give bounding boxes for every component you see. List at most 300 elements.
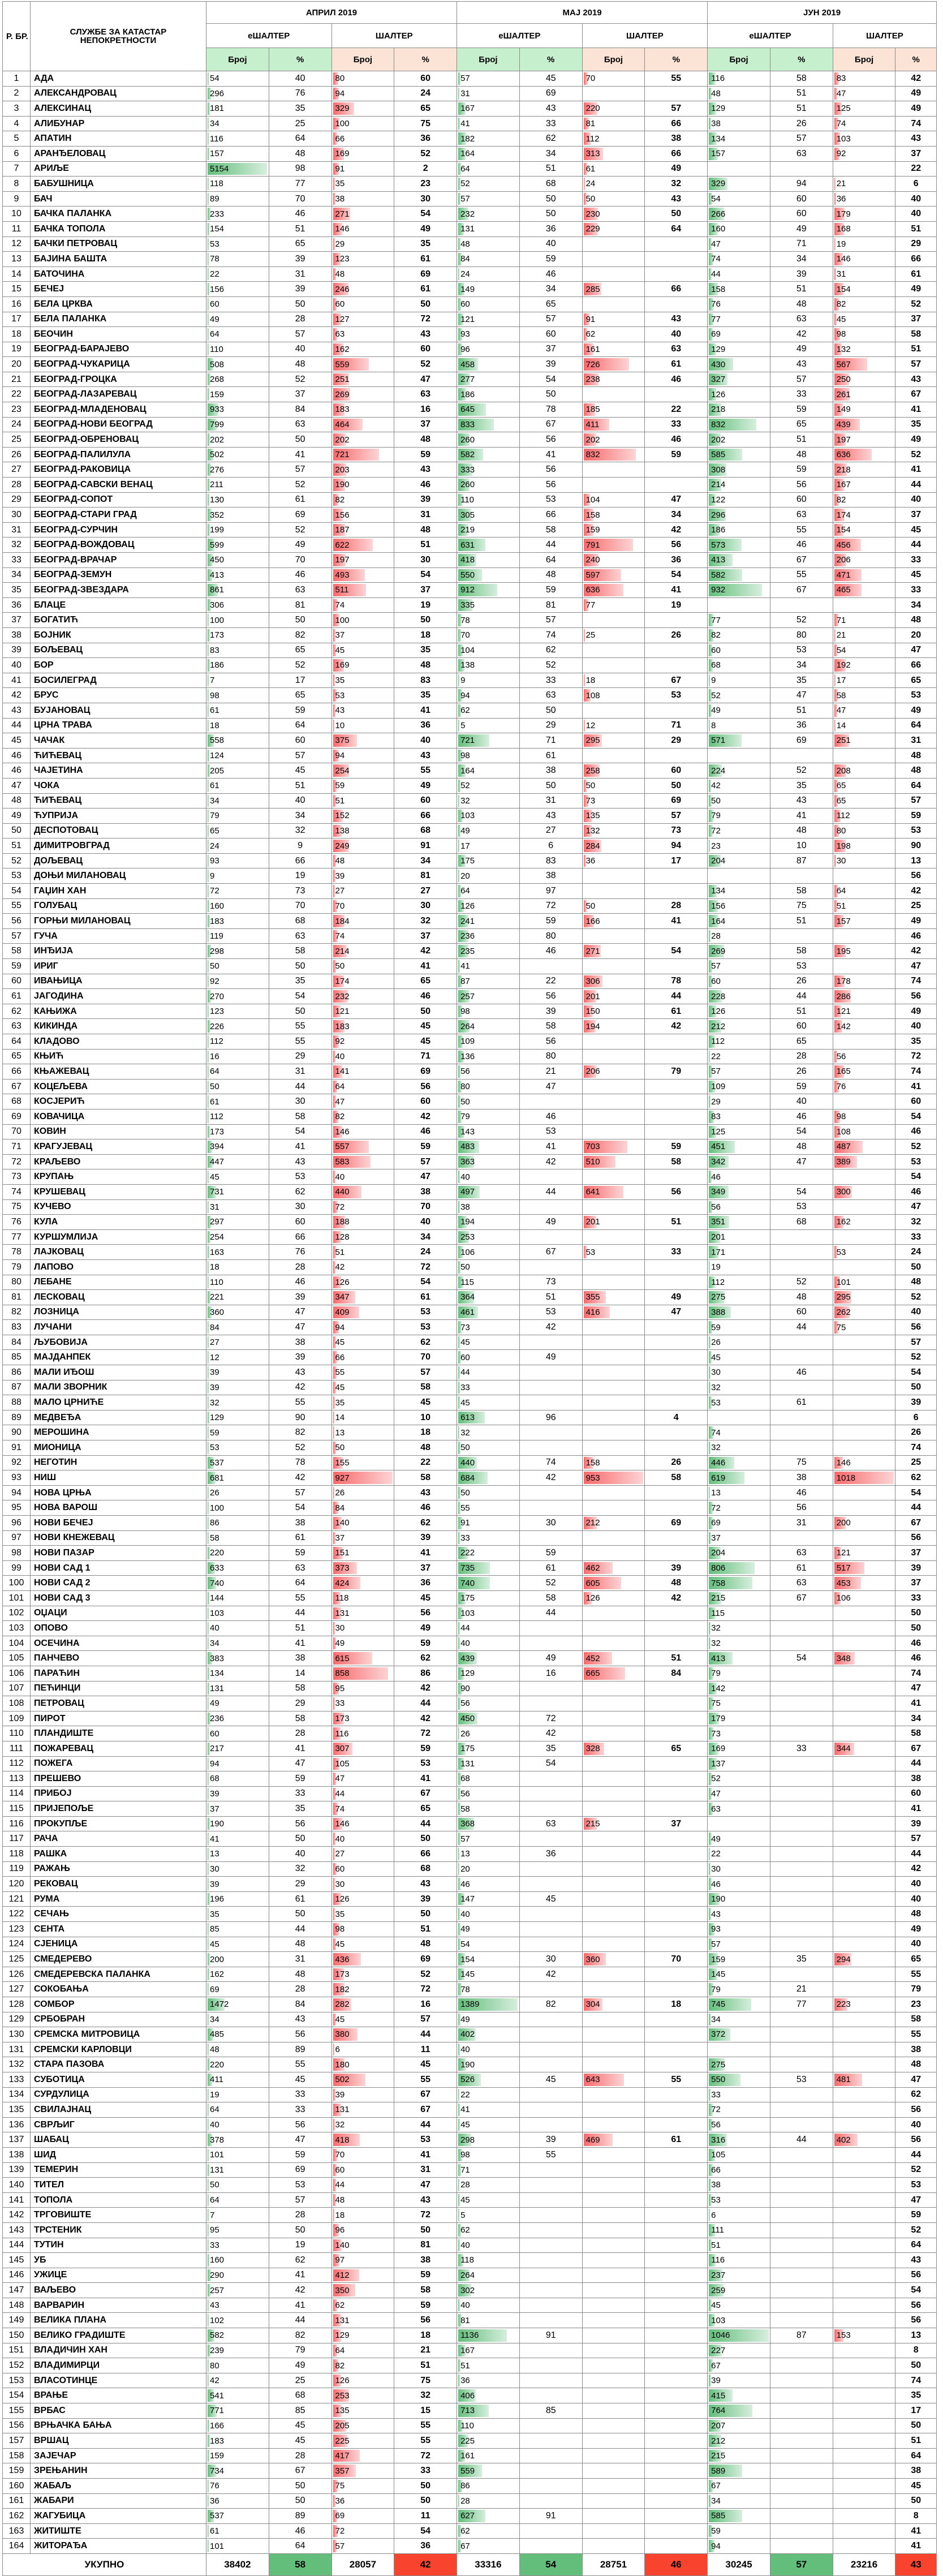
e-salter-databar [208, 2179, 209, 2191]
e-salter-count: 599 [206, 537, 269, 553]
salter-percent [645, 748, 708, 763]
salter-percent: 33 [645, 1245, 708, 1260]
e-salter-count: 333 [457, 462, 520, 478]
e-salter-count: 54 [708, 191, 770, 207]
e-salter-count: 84 [457, 252, 520, 267]
table-row [3, 1169, 937, 1185]
salter-count: 48 [331, 2192, 394, 2208]
salter-percent: 48 [895, 2057, 937, 2072]
salter-count: 35 [331, 1907, 394, 1922]
e-salter-percent: 33 [770, 1741, 833, 1756]
e-salter-count: 40 [457, 2042, 520, 2057]
e-salter-count: 275 [708, 2057, 770, 2072]
e-salter-percent: 66 [519, 508, 582, 523]
e-salter-percent: 55 [770, 522, 833, 537]
e-salter-percent: 61 [770, 1395, 833, 1410]
salter-percent: 52 [394, 357, 457, 372]
table-row [3, 1847, 937, 1862]
e-salter-count: 74 [708, 1425, 770, 1440]
salter-count: 27 [331, 1847, 394, 1862]
table-row [3, 2192, 937, 2208]
e-salter-count: 329 [708, 177, 770, 192]
e-salter-percent: 19 [269, 868, 331, 884]
e-salter-percent: 35 [770, 778, 833, 793]
salter-percent: 56 [895, 2268, 937, 2283]
salter-percent: 60 [394, 342, 457, 357]
e-salter-count: 94 [457, 688, 520, 703]
salter-percent: 32 [895, 1215, 937, 1230]
e-salter-percent: 35 [770, 1952, 833, 1967]
service-name: КРУПАЊ [30, 1169, 206, 1185]
table-row [3, 537, 937, 553]
salter-count: 194 [582, 1019, 645, 1034]
table-row [3, 1530, 937, 1546]
e-salter-count: 43 [708, 1907, 770, 1922]
salter-percent: 49 [895, 1922, 937, 1937]
salter-percent: 22 [394, 1455, 457, 1470]
salter-percent [645, 1726, 708, 1741]
salter-count [582, 2388, 645, 2403]
e-salter-databar [458, 1863, 459, 1876]
salter-percent: 71 [394, 1049, 457, 1064]
salter-count [833, 1922, 895, 1937]
e-salter-percent [770, 2238, 833, 2253]
e-salter-count: 364 [457, 1290, 520, 1305]
e-salter-count: 164 [708, 914, 770, 929]
salter-count: 60 [331, 296, 394, 312]
e-salter-count: 80 [457, 1079, 520, 1094]
salter-count: 50 [582, 778, 645, 793]
e-salter-databar [208, 298, 209, 311]
salter-count [582, 1169, 645, 1185]
e-salter-percent: 57 [770, 372, 833, 387]
e-salter-count: 103 [457, 1606, 520, 1621]
e-salter-percent: 34 [770, 658, 833, 673]
salter-percent [645, 1786, 708, 1801]
row-number: 164 [3, 2539, 31, 2554]
row-number: 13 [3, 252, 31, 267]
e-salter-percent: 75 [770, 1455, 833, 1470]
e-salter-percent [519, 2253, 582, 2268]
e-salter-count: 59 [206, 1425, 269, 1440]
salter-count: 45 [833, 312, 895, 327]
salter-count [833, 2403, 895, 2419]
salter-percent: 28 [645, 898, 708, 914]
e-salter-count: 58 [457, 1801, 520, 1817]
row-number: 78 [3, 1245, 31, 1260]
salter-count: 208 [833, 763, 895, 779]
salter-percent: 18 [394, 627, 457, 643]
e-salter-percent: 6 [519, 838, 582, 854]
salter-percent: 42 [645, 1590, 708, 1606]
row-number: 123 [3, 1922, 31, 1937]
salter-percent [645, 86, 708, 101]
salter-count: 112 [582, 131, 645, 147]
e-salter-count: 131 [457, 1756, 520, 1771]
salter-percent [645, 252, 708, 267]
salter-percent: 40 [895, 2117, 937, 2132]
salter-percent: 73 [645, 823, 708, 838]
e-salter-percent: 53 [770, 1199, 833, 1215]
e-salter-count: 237 [708, 2268, 770, 2283]
row-number: 143 [3, 2222, 31, 2238]
e-salter-percent [519, 1530, 582, 1546]
e-salter-count: 163 [206, 1245, 269, 1260]
salter-percent [645, 1335, 708, 1350]
salter-percent: 52 [895, 1290, 937, 1305]
e-salter-count: 83 [708, 1109, 770, 1124]
e-salter-percent: 45 [269, 2433, 331, 2449]
e-salter-count: 100 [206, 613, 269, 628]
salter-percent: 56 [394, 1079, 457, 1094]
salter-databar [584, 674, 585, 687]
salter-percent: 2 [394, 161, 457, 177]
service-name: БАЧКИ ПЕТРОВАЦ [30, 236, 206, 252]
e-salter-databar [458, 720, 459, 732]
e-salter-count: 126 [457, 898, 520, 914]
row-number: 152 [3, 2358, 31, 2373]
salter-count: 183 [331, 402, 394, 418]
e-salter-count: 220 [206, 1546, 269, 1561]
salter-percent: 53 [895, 1154, 937, 1169]
e-salter-percent: 77 [269, 177, 331, 192]
salter-count: 31 [833, 266, 895, 282]
salter-count: 180 [331, 2057, 394, 2072]
e-salter-count: 200 [206, 1952, 269, 1967]
e-salter-count: 121 [457, 312, 520, 327]
service-name: СЕНТА [30, 1922, 206, 1937]
e-salter-percent: 81 [269, 597, 331, 613]
e-salter-databar [208, 494, 209, 506]
e-salter-databar [208, 2450, 209, 2462]
e-salter-count: 144 [206, 1590, 269, 1606]
salter-percent: 61 [895, 266, 937, 282]
e-salter-count: 44 [457, 1365, 520, 1381]
salter-count: 201 [582, 1215, 645, 1230]
e-salter-count: 18 [206, 1259, 269, 1275]
e-salter-percent: 54 [770, 1651, 833, 1666]
service-name: ЛАЈКОВАЦ [30, 1245, 206, 1260]
e-salter-count: 219 [457, 522, 520, 537]
salter-count [582, 2479, 645, 2494]
service-name: ДЕСПОТОВАЦ [30, 823, 206, 838]
service-name: АПАТИН [30, 131, 206, 147]
e-salter-percent: 50 [269, 1831, 331, 1847]
salter-percent: 51 [394, 2358, 457, 2373]
salter-count [833, 1681, 895, 1696]
salter-percent: 33 [394, 2463, 457, 2479]
e-salter-count: 619 [708, 1470, 770, 1486]
salter-count [833, 1410, 895, 1425]
e-salter-count: 134 [708, 131, 770, 147]
salter-count: 18 [331, 2208, 394, 2223]
salter-percent [645, 2343, 708, 2358]
salter-databar [834, 178, 836, 190]
service-name: БЕОГРАД-ЧУКАРИЦА [30, 357, 206, 372]
e-salter-count: 63 [708, 1801, 770, 1817]
e-salter-count: 537 [206, 2509, 269, 2524]
e-salter-count: 123 [206, 1004, 269, 1019]
row-number: 39 [3, 643, 31, 658]
salter-percent: 23 [394, 177, 457, 192]
e-salter-count: 253 [457, 1229, 520, 1245]
salter-percent: 72 [394, 1982, 457, 1997]
e-salter-percent: 68 [770, 1215, 833, 1230]
e-salter-percent: 55 [269, 1019, 331, 1034]
service-name: МЕДВЕЂА [30, 1410, 206, 1425]
e-salter-percent: 25 [269, 116, 331, 131]
service-name: ЖИТИШТЕ [30, 2523, 206, 2539]
e-salter-count: 22 [457, 2087, 520, 2102]
e-salter-count: 24 [206, 838, 269, 854]
salter-percent: 55 [895, 2027, 937, 2042]
pct-header: % [394, 48, 457, 71]
table-row [3, 1079, 937, 1094]
salter-count: 112 [833, 809, 895, 824]
service-name: КОЦЕЉЕВА [30, 1079, 206, 1094]
salter-count: 126 [331, 1891, 394, 1907]
salter-percent: 54 [895, 1109, 937, 1124]
salter-percent: 40 [394, 733, 457, 749]
e-salter-percent: 14 [269, 1666, 331, 1681]
service-name: ПРЕШЕВО [30, 1771, 206, 1787]
e-salter-percent: 38 [519, 763, 582, 779]
e-salter-percent [770, 1410, 833, 1425]
salter-count [833, 1034, 895, 1050]
salter-percent: 36 [394, 2539, 457, 2554]
e-salter-percent: 57 [519, 613, 582, 628]
e-salter-count: 45 [708, 2298, 770, 2313]
table-row [3, 221, 937, 236]
salter-count: 184 [331, 914, 394, 929]
row-number: 126 [3, 1967, 31, 1982]
e-salter-percent [519, 2027, 582, 2042]
total-salter-count: 28057 [331, 2553, 394, 2575]
e-salter-percent [519, 2162, 582, 2178]
row-number: 69 [3, 1109, 31, 1124]
service-name: СЕЧАЊ [30, 1907, 206, 1922]
e-salter-percent: 64 [269, 718, 331, 733]
salter-count: 59 [331, 778, 394, 793]
e-salter-databar [208, 2299, 209, 2312]
salter-count: 174 [833, 508, 895, 523]
salter-count: 53 [833, 1245, 895, 1260]
salter-percent [645, 1395, 708, 1410]
broj-header: Број [331, 48, 394, 71]
e-salter-count: 734 [206, 2463, 269, 2479]
service-name: БЕОГРАД-ЛАЗАРЕВАЦ [30, 387, 206, 402]
service-name: КОСЈЕРИЋ [30, 1094, 206, 1109]
row-number: 22 [3, 387, 31, 402]
salter-count [582, 748, 645, 763]
e-salter-count: 12 [206, 1350, 269, 1365]
e-salter-percent: 50 [519, 703, 582, 718]
e-salter-percent: 60 [269, 1215, 331, 1230]
salter-databar [834, 629, 836, 642]
e-salter-count: 260 [457, 478, 520, 493]
e-salter-percent [519, 2463, 582, 2479]
salter-count [582, 1350, 645, 1365]
salter-count: 158 [582, 508, 645, 523]
salter-percent: 45 [895, 522, 937, 537]
e-salter-count: 175 [457, 1590, 520, 1606]
salter-percent: 49 [394, 1621, 457, 1636]
e-salter-percent [770, 2493, 833, 2509]
e-salter-count: 103 [708, 2313, 770, 2328]
e-salter-percent: 31 [269, 1064, 331, 1080]
e-salter-count: 64 [206, 2192, 269, 2208]
salter-percent: 16 [394, 402, 457, 418]
e-salter-databar [208, 118, 209, 130]
e-salter-count: 36 [457, 2373, 520, 2388]
salter-percent: 67 [394, 1786, 457, 1801]
e-salter-databar [208, 2525, 209, 2538]
salter-percent: 56 [394, 1606, 457, 1621]
salter-count: 417 [331, 2448, 394, 2463]
e-salter-percent: 67 [770, 553, 833, 568]
salter-percent: 50 [895, 2358, 937, 2373]
e-salter-count: 45 [457, 1395, 520, 1410]
table-row [3, 1004, 937, 1019]
e-salter-count: 38 [457, 1199, 520, 1215]
service-name: НЕГОТИН [30, 1455, 206, 1470]
service-name: ИНЂИЈА [30, 944, 206, 959]
row-number: 134 [3, 2087, 31, 2102]
salter-count [833, 1711, 895, 1726]
e-salter-databar [208, 1126, 210, 1138]
salter-percent: 34 [394, 1229, 457, 1245]
e-salter-percent [519, 2388, 582, 2403]
salter-count: 201 [582, 989, 645, 1004]
table-row [3, 1771, 937, 1787]
salter-count [582, 1726, 645, 1741]
row-number: 77 [3, 1229, 31, 1245]
e-salter-databar [208, 1412, 209, 1424]
salter-percent: 66 [645, 146, 708, 161]
salter-percent: 69 [394, 266, 457, 282]
salter-percent: 42 [394, 1711, 457, 1726]
e-salter-count: 225 [457, 2433, 520, 2449]
e-salter-percent [519, 1801, 582, 1817]
salter-count [582, 2343, 645, 2358]
table-row [3, 553, 937, 568]
e-salter-databar [208, 1442, 209, 1454]
e-salter-databar [208, 1246, 209, 1258]
salter-count: 151 [331, 1546, 394, 1561]
e-salter-percent [519, 1094, 582, 1109]
service-name: ЗАЈЕЧАР [30, 2448, 206, 2463]
e-salter-count: 233 [206, 207, 269, 222]
e-salter-percent: 48 [770, 447, 833, 462]
salter-count: 188 [331, 1215, 394, 1230]
salter-count: 271 [331, 207, 394, 222]
row-number: 50 [3, 823, 31, 838]
table-row [3, 1229, 937, 1245]
e-salter-count: 166 [206, 2418, 269, 2433]
e-salter-percent: 77 [770, 1997, 833, 2012]
salter-percent: 41 [394, 2147, 457, 2162]
salter-percent [645, 2313, 708, 2328]
e-salter-percent: 55 [770, 567, 833, 583]
e-salter-count: 26 [457, 1726, 520, 1741]
e-salter-count: 58 [206, 1530, 269, 1546]
e-salter-count: 68 [206, 1771, 269, 1787]
row-number: 146 [3, 2268, 31, 2283]
e-salter-count: 33 [206, 2238, 269, 2253]
e-salter-percent [770, 2027, 833, 2042]
salter-percent: 42 [895, 1861, 937, 1877]
e-salter-percent: 50 [269, 2222, 331, 2238]
e-salter-percent: 31 [519, 793, 582, 809]
e-salter-percent: 96 [519, 1410, 582, 1425]
salter-databar [333, 1487, 335, 1499]
salter-percent: 37 [645, 1816, 708, 1831]
salter-count: 329 [331, 101, 394, 117]
e-salter-databar [709, 1095, 711, 1108]
salter-count: 261 [833, 387, 895, 402]
salter-percent: 44 [895, 1756, 937, 1771]
service-name: БАЧ [30, 191, 206, 207]
e-salter-percent: 61 [269, 492, 331, 508]
salter-percent: 40 [895, 1019, 937, 1034]
table-row [3, 296, 937, 312]
e-salter-header: еШАЛТЕР [457, 24, 583, 48]
salter-percent: 57 [394, 1365, 457, 1381]
salter-count [582, 1831, 645, 1847]
salter-percent: 51 [895, 221, 937, 236]
salter-percent: 53 [895, 688, 937, 703]
salter-databar [333, 1622, 335, 1635]
table-row [3, 116, 937, 131]
salter-percent: 24 [895, 1245, 937, 1260]
e-salter-count: 85 [206, 1922, 269, 1937]
salter-percent: 46 [394, 478, 457, 493]
e-salter-percent: 59 [269, 1771, 331, 1787]
service-name: БРУС [30, 688, 206, 703]
salter-count [833, 2343, 895, 2358]
e-salter-count: 47 [708, 1786, 770, 1801]
salter-count: 140 [331, 1516, 394, 1531]
row-number: 66 [3, 1064, 31, 1080]
total-salter-percent: 43 [895, 2553, 937, 2575]
e-salter-percent: 63 [770, 146, 833, 161]
e-salter-count: 13 [708, 1485, 770, 1500]
e-salter-percent: 51 [269, 221, 331, 236]
e-salter-databar [208, 238, 209, 251]
e-salter-count: 54 [457, 1937, 520, 1952]
e-salter-percent: 17 [269, 673, 331, 688]
service-name: БЕОГРАД-РАКОВИЦА [30, 462, 206, 478]
e-salter-count: 110 [206, 342, 269, 357]
salter-percent: 65 [895, 1952, 937, 1967]
service-name: ПОЖАРЕВАЦ [30, 1741, 206, 1756]
e-salter-databar [208, 2495, 209, 2508]
salter-count: 173 [331, 1711, 394, 1726]
e-salter-databar [208, 1727, 209, 1740]
e-salter-count: 46 [457, 1877, 520, 1892]
row-number: 21 [3, 372, 31, 387]
e-salter-count: 28 [708, 928, 770, 944]
salter-percent: 86 [394, 1666, 457, 1681]
row-number: 114 [3, 1786, 31, 1801]
salter-percent: 72 [394, 1259, 457, 1275]
salter-count [833, 2057, 895, 2072]
salter-percent: 50 [394, 296, 457, 312]
e-salter-count: 60 [206, 1726, 269, 1741]
salter-databar [333, 2044, 334, 2056]
salter-count [582, 1109, 645, 1124]
salter-percent: 46 [895, 1636, 937, 1651]
